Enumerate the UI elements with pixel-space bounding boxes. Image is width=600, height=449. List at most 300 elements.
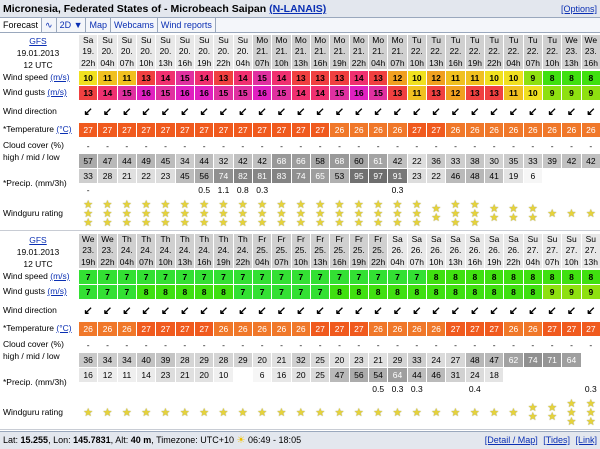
wind-speed-row	[79, 270, 600, 284]
precip-row-cell	[446, 183, 464, 197]
temperature-row-cell: 27	[408, 123, 426, 137]
temperature-row-cell: 26	[214, 322, 232, 336]
wind-direction-row-cell	[253, 105, 271, 119]
tab-webcams[interactable]: Webcams	[111, 18, 158, 32]
temperature-row-label	[0, 322, 78, 336]
cloud-low-row-cell: 33	[79, 169, 97, 183]
hour-header	[79, 57, 600, 69]
day-header	[79, 234, 600, 245]
temperature-row-cell: 27	[292, 123, 310, 137]
star-icon: ★	[450, 207, 461, 220]
date-header-cell: 27.	[524, 245, 542, 256]
cloud-mid-row-cell: 32	[292, 353, 310, 367]
hour-header-cell: 10h	[427, 256, 445, 268]
wind-speed-row-cell: 8	[485, 270, 503, 284]
date-header-cell: 23.	[562, 46, 580, 57]
temperature-row-cell: 27	[582, 322, 600, 336]
star-icon: ★	[295, 406, 306, 419]
arrow-sw-icon: ↙	[431, 106, 441, 118]
star-icon: ★	[508, 212, 519, 224]
arrow-sw-icon: ↙	[160, 106, 171, 118]
cloud-low-row-cell	[524, 368, 542, 382]
wind-speed-row-cell: 7	[79, 270, 97, 284]
arrow-sw-icon: ↙	[373, 106, 383, 118]
precip-row-cell: 0.3	[391, 185, 404, 195]
cloud-cover-label: Cloud cover (%)	[3, 140, 64, 150]
arrow-sw-icon: ↙	[354, 305, 364, 317]
detail-map-link[interactable]: [Detail / Map]	[484, 435, 538, 445]
wind-direction-row-label	[0, 105, 78, 119]
tab-wind-reports[interactable]: Wind reports	[158, 18, 216, 32]
wind-gusts-row-cell: 9	[582, 285, 600, 299]
arrow-sw-icon: ↙	[141, 305, 151, 317]
precip-row-cell	[446, 382, 464, 396]
cloud-mid-row-cell: 74	[524, 353, 542, 367]
wind-speed-row	[79, 71, 600, 85]
day-header-cell: Tu	[446, 35, 464, 46]
star-icon: ★	[199, 216, 210, 229]
day-header-cell: Th	[214, 234, 232, 245]
temperature-row-cell: 27	[98, 123, 116, 137]
footer-links	[482, 432, 597, 449]
wind-direction-row-cell	[388, 304, 406, 318]
precip-row-cell	[543, 382, 561, 396]
wind-speed-row-cell: 8	[427, 270, 445, 284]
wind-speed-row-cell: 8	[524, 270, 542, 284]
wind-gusts-row-cell: 16	[350, 86, 368, 100]
cloud-low-row-cell: 53	[330, 169, 348, 183]
star-icon: ★	[392, 216, 403, 229]
star-icon: ★	[83, 207, 94, 220]
rating-row-cell	[176, 398, 194, 428]
hour-header-cell: 04h	[388, 256, 406, 268]
wind-gusts-row-cell: 12	[446, 86, 464, 100]
cloud-mid-row-cell: 71	[543, 353, 561, 367]
wind-direction-row-cell	[466, 105, 484, 119]
star-icon: ★	[469, 207, 480, 220]
cloud-high-row-cell: -	[299, 141, 303, 151]
rating-row-cell	[388, 398, 406, 428]
precip-row-cell	[427, 183, 445, 197]
date-header-cell: 21.	[369, 46, 387, 57]
wind-speed-row-cell: 14	[156, 71, 174, 85]
wind-gusts-row-cell: 14	[98, 86, 116, 100]
cloud-mid-row-cell: 29	[234, 353, 252, 367]
wind-gusts-row-cell: 7	[272, 285, 290, 299]
cloud-low-row-cell: 56	[350, 368, 368, 382]
arrow-sw-icon: ↙	[83, 106, 93, 118]
date-header-cell: 22.	[504, 46, 522, 57]
wind-gusts-row-cell: 13	[388, 86, 406, 100]
date-header	[79, 46, 600, 57]
unit-ms-link[interactable]: (m/s)	[50, 271, 70, 281]
cloud-mid-row-cell: 39	[543, 154, 561, 168]
wind-speed-row-cell: 7	[98, 270, 116, 284]
star-icon: ★	[83, 199, 94, 211]
precip-row-cell	[118, 382, 136, 396]
precip-row-cell	[311, 382, 329, 396]
precip-row-cell	[562, 382, 580, 396]
wind-gusts-row-cell: 9	[543, 285, 561, 299]
cloud-high-row-cell: -	[492, 340, 496, 350]
day-header-cell: Su	[98, 35, 116, 46]
date-header-cell: 27.	[562, 245, 580, 256]
wind-direction-row-cell	[369, 105, 387, 119]
precip-row-label	[0, 177, 78, 191]
hour-header-cell: 07h	[388, 57, 406, 69]
wind-speed-row-cell: 7	[137, 270, 155, 284]
precip-label: *Precip. (mm/3h)	[3, 377, 67, 387]
star-icon: ★	[508, 203, 519, 215]
day-header-cell: Fr	[330, 234, 348, 245]
alt-label: Alt:	[115, 435, 129, 445]
cloud-low-row-cell: 31	[446, 368, 464, 382]
star-icon: ★	[469, 406, 480, 419]
wind-gusts-row	[79, 86, 600, 100]
model-link[interactable]: GFS	[29, 235, 47, 245]
cloud-high-row-cell: -	[550, 340, 554, 350]
alt-value: 40 m	[130, 435, 152, 445]
wind-speed-row-cell: 11	[118, 71, 136, 85]
arrow-sw-icon: ↙	[180, 106, 190, 118]
star-icon: ★	[547, 402, 558, 414]
arrow-sw-icon: ↙	[122, 106, 132, 118]
rating-row-cell	[504, 398, 522, 428]
temperature-row-cell: 26	[582, 123, 600, 137]
wind-speed-row-cell: 7	[176, 270, 194, 284]
lon-value: 145.7831	[73, 435, 111, 445]
precip-row-label	[0, 376, 78, 390]
options-link[interactable]: [Options]	[560, 4, 597, 14]
day-header-cell: Sa	[427, 234, 445, 245]
wind-gusts-row-cell: 8	[388, 285, 406, 299]
arrow-sw-icon: ↙	[489, 106, 499, 118]
run-utc: 12 UTC	[23, 259, 53, 269]
date-header-cell: 26.	[388, 245, 406, 256]
tides-link[interactable]: [Tides]	[543, 435, 570, 445]
star-icon: ★	[83, 406, 94, 419]
cloud-high-row-cell: -	[338, 340, 341, 350]
star-icon: ★	[218, 207, 229, 220]
wind-direction-row-cell	[446, 105, 464, 119]
hour-header-cell: 16h	[195, 256, 213, 268]
wind-gusts-row-cell: 16	[253, 86, 271, 100]
arrow-sw-icon: ↙	[528, 106, 538, 118]
hour-header-cell: 07h	[543, 256, 561, 268]
wind-direction-row-cell	[311, 105, 329, 119]
run-date: 19.01.2013	[16, 48, 60, 58]
cloud-low-row	[79, 368, 600, 382]
wind-direction-row-cell	[524, 304, 542, 318]
cloud-row-label	[0, 139, 78, 167]
wind-direction-row-cell	[408, 304, 426, 318]
cloud-high-row-cell: -	[531, 141, 535, 151]
cloud-low-row-cell: 10	[214, 368, 232, 382]
star-icon: ★	[218, 199, 229, 211]
wind-gusts-row-cell: 8	[137, 285, 155, 299]
cloud-high-row-cell: -	[434, 141, 438, 151]
wind-gusts-row-cell: 7	[292, 285, 310, 299]
temperature-label: *Temperature	[3, 323, 55, 333]
star-icon: ★	[566, 406, 577, 419]
wind-speed-row-cell: 9	[524, 71, 542, 85]
wind-gusts-row-cell: 7	[118, 285, 136, 299]
star-icon: ★	[527, 402, 538, 414]
wind-speed-row-cell: 7	[234, 270, 252, 284]
wind-direction-row-cell	[253, 304, 271, 318]
date-header-cell: 21.	[330, 46, 348, 57]
day-header-cell: Su	[543, 234, 561, 245]
star-icon: ★	[411, 216, 422, 229]
cloud-high-row-cell: -	[531, 340, 535, 350]
cloud-mid-row-cell: 29	[388, 353, 406, 367]
arrow-sw-icon: ↙	[392, 106, 403, 118]
cloud-row-label	[0, 338, 78, 366]
unit-c-link[interactable]: (°C)	[56, 124, 72, 134]
wind-speed-row-cell: 13	[137, 71, 155, 85]
star-icon: ★	[141, 207, 152, 220]
hour-header-cell: 07h	[118, 57, 136, 69]
rating-row-cell	[466, 199, 484, 229]
arrow-sw-icon: ↙	[276, 305, 287, 317]
star-icon: ★	[102, 216, 113, 229]
temperature-row-cell: 26	[272, 322, 290, 336]
lat-value: 15.255	[20, 435, 49, 445]
date-header-cell: 24.	[118, 245, 136, 256]
day-header-cell: Mo	[369, 35, 387, 46]
wind-speed-row-cell: 13	[311, 71, 329, 85]
hour-header-cell: 10h	[543, 57, 561, 69]
star-icon: ★	[585, 406, 596, 419]
day-header-cell: Th	[195, 234, 213, 245]
precip-row	[79, 382, 600, 396]
arrow-sw-icon: ↙	[566, 305, 577, 317]
cloud-high-row-cell: -	[164, 340, 167, 350]
wind-direction-row-cell	[156, 105, 174, 119]
star-icon: ★	[489, 406, 500, 419]
hour-header-cell: 07h	[408, 256, 426, 268]
wind-gusts-row-label	[0, 86, 78, 100]
rating-row-cell	[137, 398, 155, 428]
date-header-cell: 23.	[79, 245, 97, 256]
cloud-low-row-cell: 82	[234, 169, 252, 183]
day-header-cell: Sa	[485, 234, 503, 245]
wind-direction-row-cell	[195, 304, 213, 318]
cloud-mid-row-cell	[582, 353, 600, 367]
precip-row-cell	[504, 183, 522, 197]
cloud-mid-row-cell: 42	[253, 154, 271, 168]
date-header-cell: 22.	[446, 46, 464, 57]
graph-icon[interactable]: ∿	[42, 18, 57, 32]
wind-gusts-row-cell: 10	[524, 86, 542, 100]
date-header-cell: 20.	[195, 46, 213, 57]
precip-row-cell	[485, 183, 503, 197]
arrow-sw-icon: ↙	[528, 305, 538, 317]
date-header-cell: 25.	[350, 245, 368, 256]
wind-gusts-row-cell: 7	[98, 285, 116, 299]
rating-row-cell	[156, 199, 174, 229]
wind-direction-row-cell	[234, 304, 252, 318]
tab-forecast[interactable]: Forecast	[0, 18, 42, 32]
cloud-mid-row-cell: 36	[427, 154, 445, 168]
precip-row-cell: 0.3	[391, 384, 404, 394]
cloud-mid-row-cell: 28	[176, 353, 194, 367]
temperature-row-cell: 26	[118, 322, 136, 336]
cloud-low-row-cell: 16	[79, 368, 97, 382]
day-header-cell: Mo	[253, 35, 271, 46]
star-icon: ★	[179, 406, 190, 419]
model-link[interactable]: GFS	[29, 36, 47, 46]
hour-header-cell: 19h	[330, 57, 348, 69]
rating-row-cell	[311, 398, 329, 428]
star-icon: ★	[450, 406, 461, 419]
cloud-low-row-cell: 46	[427, 368, 445, 382]
rating-row-cell	[214, 398, 232, 428]
arrow-sw-icon: ↙	[296, 106, 306, 118]
wind-gusts-row-cell: 9	[543, 86, 561, 100]
wind-direction-row-cell	[234, 105, 252, 119]
day-header-cell: We	[98, 234, 116, 245]
temperature-row-cell: 27	[272, 123, 290, 137]
cloud-high-row-cell: -	[415, 141, 419, 151]
date-header-cell: 20.	[234, 46, 252, 57]
permalink[interactable]: [Link]	[575, 435, 597, 445]
hour-header-cell: 07h	[137, 256, 155, 268]
wind-direction-row-cell	[118, 105, 136, 119]
wind-speed-row-label	[0, 71, 78, 85]
wind-gusts-row-cell: 7	[79, 285, 97, 299]
rating-row-cell	[234, 398, 252, 428]
wind-gusts-row-cell: 8	[330, 285, 348, 299]
cloud-low-row-cell	[543, 169, 561, 183]
arrow-sw-icon: ↙	[199, 106, 209, 118]
hour-header	[79, 256, 600, 268]
cloud-high-row-cell: -	[396, 141, 399, 151]
cloud-mid-row-cell: 68	[330, 154, 348, 168]
day-header-cell: Su	[176, 35, 194, 46]
temperature-row-cell: 26	[292, 322, 310, 336]
date-header-cell: 21.	[388, 46, 406, 57]
wind-speed-row-cell: 13	[369, 71, 387, 85]
star-icon: ★	[315, 406, 326, 419]
star-icon: ★	[160, 216, 171, 229]
precip-row-cell	[350, 183, 368, 197]
precip-row-cell	[292, 382, 310, 396]
precip-row-cell	[562, 183, 580, 197]
cloud-low-row-cell: 20	[195, 368, 213, 382]
cloud-low-row-cell: 95	[350, 169, 368, 183]
cloud-high-row-cell: -	[241, 340, 245, 350]
wind-direction-row-cell	[408, 105, 426, 119]
unit-ms-link[interactable]: (m/s)	[47, 87, 67, 97]
precip-row-cell: 0.5	[372, 384, 385, 394]
wind-gusts-row-cell: 16	[195, 86, 213, 100]
wind-direction-row-label	[0, 304, 78, 318]
date-header-cell: 24.	[156, 245, 174, 256]
wind-direction-row-cell	[311, 304, 329, 318]
star-icon: ★	[257, 216, 268, 229]
cloud-high-row-cell: -	[454, 141, 457, 151]
day-header-cell: Sa	[446, 234, 464, 245]
temperature-row-cell: 26	[524, 123, 542, 137]
star-icon: ★	[450, 216, 461, 229]
date-header-cell: 21.	[350, 46, 368, 57]
precip-label: *Precip. (mm/3h)	[3, 178, 67, 188]
wind-speed-row-cell: 8	[582, 270, 600, 284]
tab-2d[interactable]: 2D ▼	[57, 18, 87, 32]
day-header-cell: Th	[156, 234, 174, 245]
hour-header-cell: 22h	[485, 57, 503, 69]
cloud-mid-row-cell: 33	[446, 154, 464, 168]
hour-header-cell: 10h	[156, 256, 174, 268]
day-header-cell: Th	[137, 234, 155, 245]
cloud-high-row	[79, 338, 600, 352]
rating-row-cell	[485, 199, 503, 229]
unit-c-link[interactable]: (°C)	[56, 323, 72, 333]
wind-speed-row-cell: 15	[253, 71, 271, 85]
precip-row-cell	[253, 382, 271, 396]
arrow-sw-icon: ↙	[470, 106, 480, 118]
rating-row-cell	[79, 398, 97, 428]
precip-row-cell	[369, 183, 387, 197]
temperature-row-cell: 26	[504, 123, 522, 137]
cloud-mid-row-cell: 47	[485, 353, 503, 367]
star-icon: ★	[547, 207, 558, 220]
cloud-high-row-cell: -	[318, 141, 322, 151]
cloud-mid-row-cell: 34	[118, 353, 136, 367]
hour-header-cell: 19h	[195, 57, 213, 69]
lat-label: Lat:	[3, 435, 19, 445]
cloud-cover-label: Cloud cover (%)	[3, 339, 64, 349]
block-divider	[0, 230, 600, 231]
cloud-mid-row-cell: 44	[118, 154, 136, 168]
arrow-sw-icon: ↙	[412, 305, 422, 317]
hour-header-cell: 13h	[562, 57, 580, 69]
star-icon: ★	[160, 207, 171, 220]
precip-row-cell: 0.3	[410, 384, 423, 394]
cloud-high-row-cell: -	[512, 340, 515, 350]
day-header-cell: Fr	[272, 234, 290, 245]
wind-direction-row-cell	[195, 105, 213, 119]
precip-row-cell: 0.3	[584, 384, 597, 394]
precip-row-cell	[524, 382, 542, 396]
temperature-row-cell: 27	[466, 322, 484, 336]
precip-row-cell	[176, 183, 194, 197]
date-header-cell: 22.	[427, 46, 445, 57]
unit-ms-link[interactable]: (m/s)	[47, 286, 67, 296]
cloud-high-row-cell: -	[473, 141, 477, 151]
rating-row-cell	[272, 398, 290, 428]
tab-bar	[0, 18, 600, 33]
cloud-low-row-cell: 74	[214, 169, 232, 183]
wind-gusts-row-cell: 9	[562, 285, 580, 299]
star-icon: ★	[392, 199, 403, 211]
cloud-mid-row-cell: 22	[408, 154, 426, 168]
unit-ms-link[interactable]: (m/s)	[50, 72, 70, 82]
cloud-mid-row-cell: 35	[504, 154, 522, 168]
hour-header-cell: 22h	[214, 57, 232, 69]
spot-code-link[interactable]: (N-LANAIS)	[269, 3, 327, 15]
precip-row-cell	[427, 382, 445, 396]
wind-direction-row-cell	[292, 105, 310, 119]
rating-row-cell	[466, 398, 484, 428]
wind-speed-row-cell: 14	[195, 71, 213, 85]
star-icon: ★	[585, 207, 596, 220]
hour-header-cell: 07h	[272, 256, 290, 268]
wind-speed-row-cell: 13	[214, 71, 232, 85]
tab-map[interactable]: Map	[86, 18, 111, 32]
star-icon: ★	[315, 216, 326, 229]
